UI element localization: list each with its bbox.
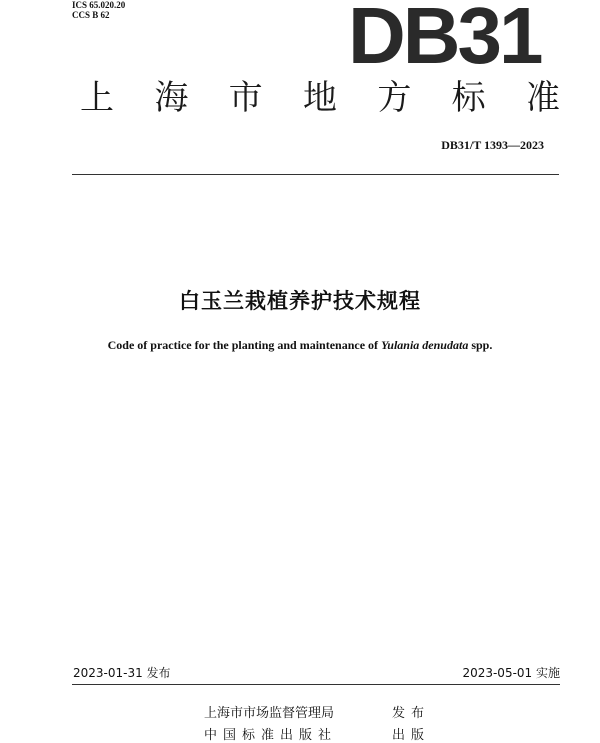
standard-number: DB31/T 1393—2023	[441, 138, 544, 152]
species-name: Yulania denudata	[381, 338, 469, 352]
heading-char: 地	[302, 78, 337, 118]
standard-type-heading	[80, 76, 560, 120]
document-title: 白玉兰栽植养护技术规程	[179, 289, 421, 313]
implementation-date: 2023-05-01 实施	[462, 666, 560, 680]
db31-logo: DB31	[348, 0, 541, 80]
publish-action: 发布	[392, 706, 431, 721]
header-divider	[72, 174, 559, 175]
heading-char: 准	[525, 78, 560, 118]
publisher-press: 中国标准出版社	[204, 728, 338, 743]
heading-char: 方	[377, 78, 412, 118]
heading-char: 上	[80, 78, 114, 118]
heading-char: 海	[154, 78, 189, 118]
heading-char: 标	[451, 78, 486, 118]
ics-code: ICS 65.020.20	[72, 0, 126, 10]
document-english-title	[0, 338, 600, 353]
ccs-code: CCS B 62	[72, 10, 110, 20]
print-action: 出版	[392, 728, 431, 743]
footer-divider	[72, 684, 560, 685]
issue-date: 2023-01-31 发布	[73, 666, 171, 680]
classification-codes	[72, 0, 125, 20]
english-title-prefix: Code of practice for the planting and maintenance of	[107, 338, 382, 352]
english-title-suffix: spp.	[468, 338, 493, 352]
publisher-authority: 上海市市场监督管理局	[204, 706, 335, 721]
heading-char: 市	[228, 78, 263, 118]
